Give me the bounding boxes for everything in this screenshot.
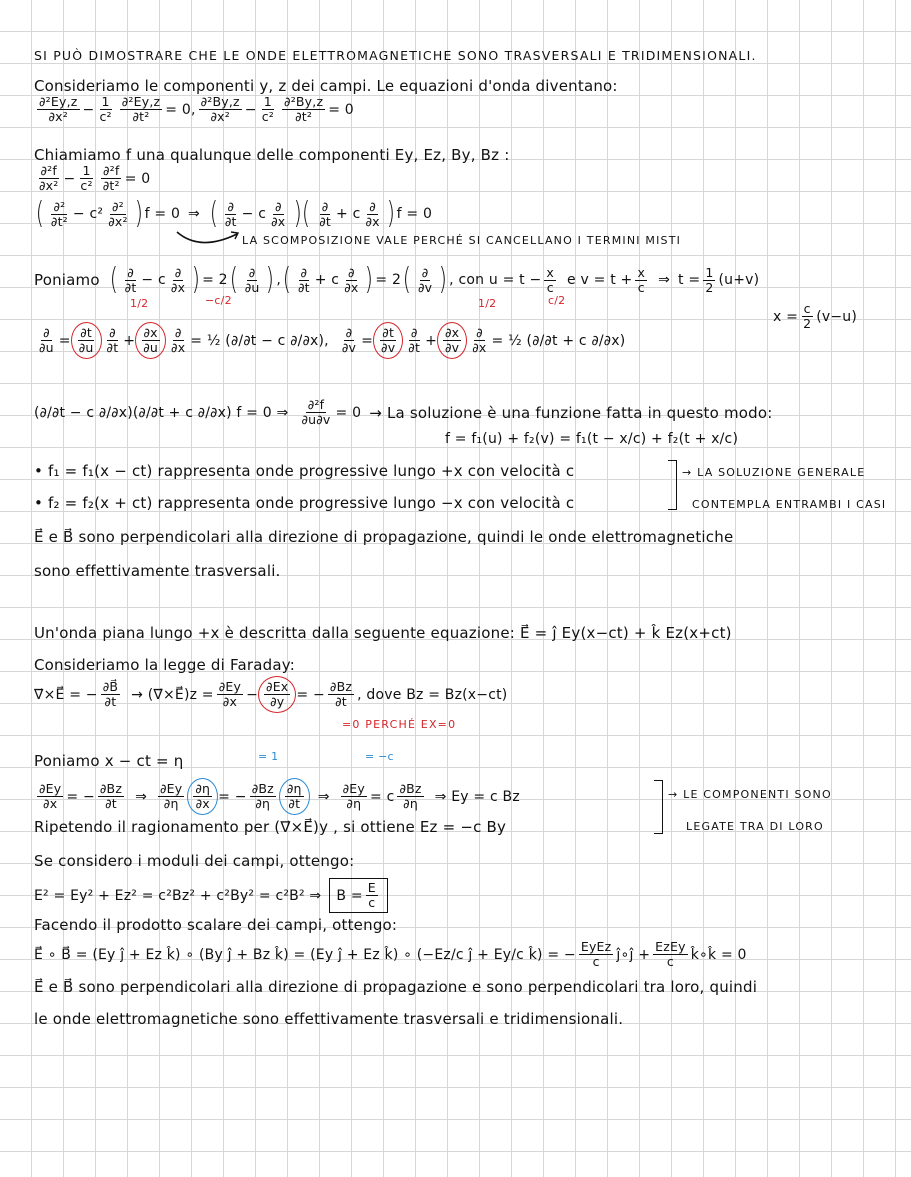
eta-note-2: LEGATE TRA DI LORO: [686, 820, 824, 833]
perp-text-2: sono effettivamente trasversali.: [34, 562, 281, 580]
mixed-derivative-line: (∂/∂t − c ∂/∂x)(∂/∂t + c ∂/∂x) f = 0 ⇒ $\frac{\text{∂²f}}{\partial u\partial v}$ = 0 → La soluzione è una funzione fatta in questo modo:: [34, 397, 773, 427]
general-solution: f = f₁(u) + f₂(v) = f₁(t − x/c) + f₂(t + x/c): [445, 431, 739, 447]
moduli-equation: E² = Ey² + Ez² = c²Bz² + c²By² = c²B² ⇒ B = $\frac{E}{c}$: [34, 878, 388, 913]
poniamo-line: Poniamo ( $\frac{\partial}{\partial t}$ − c $\frac{\partial}{\partial x}$ ) = 2 ( $\frac{\partial}{\partial u}$ ) , ( $\frac{\partial}{\partial t}$ + c $\frac{\partial}{\partial x}$ ) = 2 ( $\frac{\partial}{\partial v}$ ) , con u = t − $\frac{x}{c}$ e v = t + $\frac{x}{c}$ ⇒ t = $\frac{1}{2}$ (u+v): [34, 262, 760, 297]
fraction: $\frac{\text{∂²By,z}}{\text{∂t²}}$: [284, 94, 324, 124]
perp-text-1: E⃗ e B⃗ sono perpendicolari alla direzione di propagazione, quindi le onde elettromagnetiche: [34, 528, 734, 546]
bullet-note-2: CONTEMPLA ENTRAMBI I CASI: [692, 498, 887, 511]
faraday-equation: ∇⃗×E⃗ = − $\frac{\partial B⃗}{\partial t}$ → (∇⃗×E⃗)z = $\frac{\partial Ey}{\partial x}$ − $\frac{\partial Ex}{\partial y}$ = − $\frac{\partial Bz}{\partial t}$ , dove Bz = Bz(x−ct): [34, 676, 507, 713]
decomposition-note: LA SCOMPOSIZIONE VALE PERCHÉ SI CANCELLANO I TERMINI MISTI: [242, 234, 682, 247]
eta-equation: $\frac{\partial Ey}{\partial x}$ = − $\frac{\partial Bz}{\partial t}$ ⇒ $\frac{\partial Ey}{\partial\eta}$ $\frac{\partial\eta}{\partial x}$ = − $\frac{\partial Bz}{\partial\eta}$ $\frac{\partial\eta}{\partial t}$ ⇒ $\frac{\partial Ey}{\partial\eta}$ = c $\frac{\partial Bz}{\partial\eta}$ ⇒ Ey = c Bz: [34, 778, 520, 815]
scalar-equation: E⃗ ∘ B⃗ = (Ey ĵ + Ez k̂) ∘ (By ĵ + Bz k̂) = (Ey ĵ + Ez k̂) ∘ (−Ez/c ĵ + Ey/c k̂) = − $\frac{\text{EyEz}}{c}$ ĵ∘ĵ + $\frac{\text{EzEy}}{c}$ k̂∘k̂ = 0: [34, 939, 747, 969]
annotation-minus-c-half: −c/2: [205, 294, 232, 307]
annotation-half: 1/2: [130, 297, 149, 310]
chain-rule-line: $\frac{\partial}{\partial u}$ = $\frac{\partial t}{\partial u}$ $\frac{\partial}{\partial t}$ + $\frac{\partial x}{\partial u}$ $\frac{\partial}{\partial x}$ = ½ (∂/∂t − c ∂/∂x) , $\frac{\partial}{\partial v}$ = $\frac{\partial t}{\partial v}$ $\frac{\partial}{\partial t}$ + $\frac{\partial x}{\partial v}$ $\frac{\partial}{\partial x}$ = ½ (∂/∂t + c ∂/∂x): [34, 322, 625, 359]
annotation-c-half: c/2: [548, 294, 566, 307]
repeat-text: Ripetendo il ragionamento per (∇⃗×E⃗)y , si ottiene Ez = −c By: [34, 818, 507, 836]
circled-term: $\frac{\partial\eta}{\partial t}$: [279, 778, 310, 815]
intro-text: Consideriamo le componenti y, z dei campi. Le equazioni d'onda diventano:: [34, 77, 618, 95]
circled-term: $\frac{\partial Ex}{\partial y}$: [258, 676, 296, 713]
bullet-f1: • f₁ = f₁(x − ct) rappresenta onde progressive lungo +x con velocità c: [34, 462, 575, 480]
circled-term: $\frac{\partial t}{\partial u}$: [71, 322, 102, 359]
annotation-half: 1/2: [478, 297, 497, 310]
moduli-text: Se considero i moduli dei campi, ottengo:: [34, 852, 355, 870]
bullet-note-1: → LA SOLUZIONE GENERALE: [682, 466, 866, 479]
conclusion-1: E⃗ e B⃗ sono perpendicolari alla direzione di propagazione e sono perpendicolari tra loro, quindi: [34, 978, 758, 996]
fraction: $\frac{1}{\text{c²}}$: [99, 94, 112, 124]
boxed-result: B = $\frac{E}{c}$: [329, 878, 388, 913]
page-title: SI PUÒ DIMOSTRARE CHE LE ONDE ELETTROMAGNETICHE SONO TRASVERSALI E TRIDIMENSIONALI.: [34, 48, 757, 63]
fraction: $\frac{\text{∂²By,z}}{\text{∂x²}}$: [200, 94, 240, 124]
circled-term: $\frac{\partial\eta}{\partial x}$: [187, 778, 218, 815]
red-note-ex-zero: =0 PERCHÉ EX=0: [342, 718, 457, 731]
wave-equations: $\frac{\text{∂²Ey,z}}{\text{∂x²}}$ − $\frac{1}{\text{c²}}$ $\frac{\text{∂²Ey,z}}{\text{∂t²}}$ = 0, $\frac{\text{∂²By,z}}{\text{∂x²}}$ − $\frac{1}{\text{c²}}$ $\frac{\text{∂²By,z}}{\text{∂t²}}$ = 0: [39, 94, 354, 124]
x-expression: x = $\frac{c}{2}$ (v−u): [773, 301, 858, 331]
faraday-text: Consideriamo la legge di Faraday:: [34, 656, 295, 674]
fraction: $\frac{\text{∂²Ey,z}}{\text{∂t²}}$: [121, 94, 161, 124]
f-wave-equation: $\frac{\text{∂²f}}{\text{∂x²}}$ − $\frac{1}{\text{c²}}$ $\frac{\text{∂²f}}{\text{∂t²}}$ = 0: [39, 163, 151, 193]
plane-wave-text: Un'onda piana lungo +x è descritta dalla seguente equazione: E⃗ = ĵ Ey(x−ct) + k̂ Ez(x+ct): [34, 624, 732, 642]
fraction: $\frac{\text{∂²Ey,z}}{\text{∂x²}}$: [39, 94, 78, 124]
call-f-text: Chiamiamo f una qualunque delle componenti Ey, Ez, By, Bz :: [34, 146, 510, 164]
fraction: $\frac{1}{\text{c²}}$: [261, 94, 275, 124]
conclusion-2: le onde elettromagnetiche sono effettivamente trasversali e tridimensionali.: [34, 1010, 624, 1028]
curved-arrow-icon: [175, 228, 245, 250]
eta-note-1: → LE COMPONENTI SONO: [668, 788, 832, 801]
circled-term: $\frac{\partial x}{\partial v}$: [437, 322, 467, 359]
blue-annotation-1: = 1: [258, 750, 279, 763]
blue-annotation-minus-c: = −c: [365, 750, 394, 763]
bullet-f2: • f₂ = f₂(x + ct) rappresenta onde progressive lungo −x con velocità c: [34, 494, 575, 512]
bracket: [654, 780, 663, 834]
circled-term: $\frac{\partial t}{\partial v}$: [373, 322, 403, 359]
factorization-equation: ( $\frac{\text{∂²}}{\text{∂t²}}$ − c² $\frac{\text{∂²}}{\text{∂x²}}$ ) f = 0 ⇒ ( $\frac{\partial}{\partial t}$ − c $\frac{\partial}{\partial x}$ )( $\frac{\partial}{\partial t}$ + c $\frac{\partial}{\partial x}$ ) f = 0: [35, 196, 433, 231]
scalar-text: Facendo il prodotto scalare dei campi, ottengo:: [34, 916, 398, 934]
eta-label: Poniamo x − ct = η: [34, 752, 184, 770]
bracket: [668, 460, 677, 510]
circled-term: $\frac{\partial x}{\partial u}$: [135, 322, 166, 359]
